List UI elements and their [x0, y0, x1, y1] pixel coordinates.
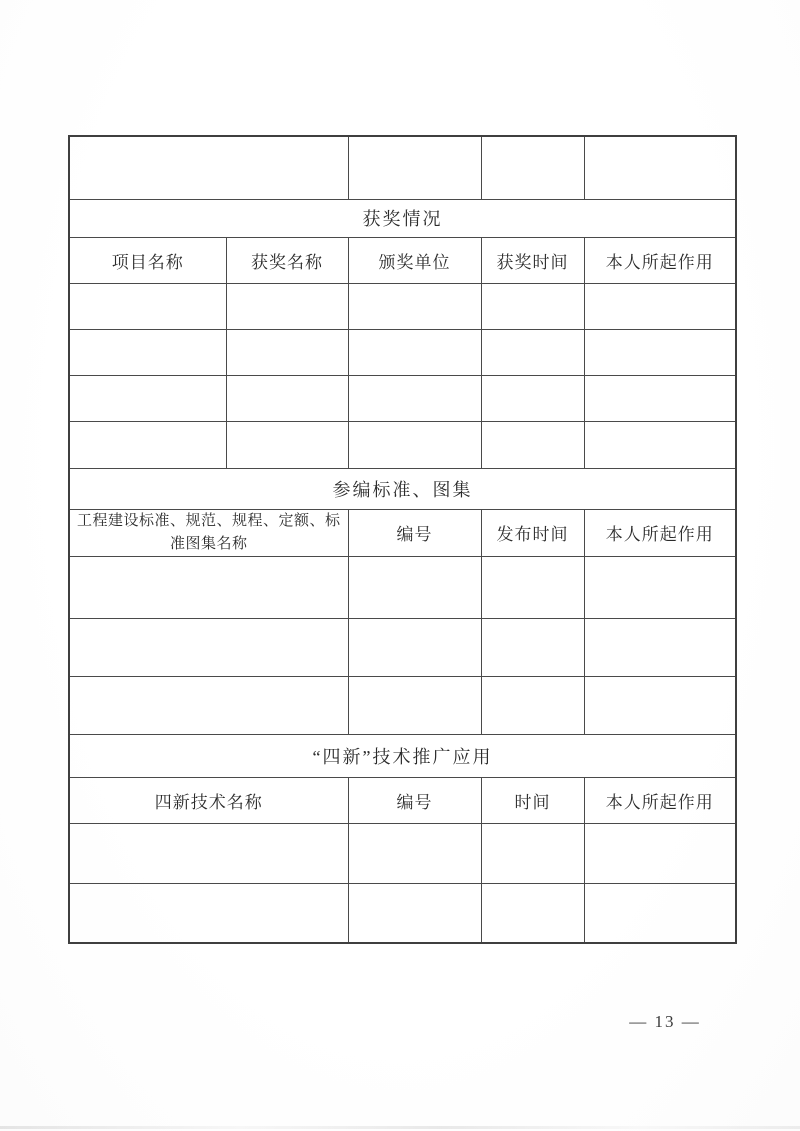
empty-cell — [481, 375, 584, 421]
scan-edge-artifact — [0, 1126, 800, 1129]
empty-cell — [481, 824, 584, 884]
column-header-four-new-number: 编号 — [348, 778, 481, 824]
empty-cell — [69, 329, 226, 375]
empty-cell — [348, 619, 481, 677]
empty-cell — [69, 283, 226, 329]
table-row — [69, 199, 736, 237]
section-title-awards: 获奖情况 — [69, 199, 736, 237]
column-header-publish-time: 发布时间 — [481, 509, 584, 557]
table-row — [69, 619, 736, 677]
table-row — [69, 421, 736, 468]
empty-cell — [584, 136, 736, 199]
table-row — [69, 509, 736, 557]
table-row — [69, 735, 736, 778]
column-header-four-new-time: 时间 — [481, 778, 584, 824]
table-row — [69, 824, 736, 884]
empty-cell — [584, 557, 736, 619]
empty-cell — [69, 557, 348, 619]
empty-cell — [348, 375, 481, 421]
table-row — [69, 375, 736, 421]
empty-cell — [584, 421, 736, 468]
table-row — [69, 468, 736, 509]
empty-cell — [481, 283, 584, 329]
application-form-table — [68, 135, 737, 944]
empty-cell — [481, 619, 584, 677]
empty-cell — [481, 884, 584, 943]
table-row — [69, 283, 736, 329]
column-header-standard-number: 编号 — [348, 509, 481, 557]
empty-cell — [348, 557, 481, 619]
column-header-project-name: 项目名称 — [69, 237, 226, 283]
empty-cell — [584, 884, 736, 943]
section-title-four-new: “四新”技术推广应用 — [69, 735, 736, 778]
column-header-award-time: 获奖时间 — [481, 237, 584, 283]
empty-cell — [226, 283, 348, 329]
empty-cell — [69, 619, 348, 677]
empty-cell — [584, 329, 736, 375]
page-number: — 13 — — [629, 1012, 701, 1031]
empty-cell — [348, 329, 481, 375]
empty-cell — [226, 421, 348, 468]
empty-cell — [584, 824, 736, 884]
empty-cell — [584, 619, 736, 677]
empty-cell — [481, 677, 584, 735]
empty-cell — [348, 884, 481, 943]
empty-cell — [481, 421, 584, 468]
empty-cell — [69, 824, 348, 884]
table-row — [69, 136, 736, 199]
column-header-awarding-unit: 颁奖单位 — [348, 237, 481, 283]
empty-cell — [69, 136, 348, 199]
table-row — [69, 329, 736, 375]
table-row — [69, 237, 736, 283]
column-header-personal-role: 本人所起作用 — [584, 237, 736, 283]
column-header-standard-name: 工程建设标准、规范、规程、定额、标准图集名称 — [69, 509, 348, 557]
table-row — [69, 677, 736, 735]
empty-cell — [348, 421, 481, 468]
empty-cell — [584, 375, 736, 421]
table-row — [69, 778, 736, 824]
empty-cell — [481, 136, 584, 199]
empty-cell — [348, 136, 481, 199]
empty-cell — [481, 557, 584, 619]
table-row — [69, 557, 736, 619]
empty-cell — [481, 329, 584, 375]
table-row — [69, 884, 736, 943]
column-header-personal-role: 本人所起作用 — [584, 509, 736, 557]
empty-cell — [584, 677, 736, 735]
column-header-award-name: 获奖名称 — [226, 237, 348, 283]
empty-cell — [226, 329, 348, 375]
empty-cell — [69, 421, 226, 468]
empty-cell — [584, 283, 736, 329]
empty-cell — [348, 677, 481, 735]
section-title-standards: 参编标准、图集 — [69, 468, 736, 509]
column-header-four-new-name: 四新技术名称 — [69, 778, 348, 824]
column-header-personal-role: 本人所起作用 — [584, 778, 736, 824]
empty-cell — [226, 375, 348, 421]
empty-cell — [69, 677, 348, 735]
empty-cell — [348, 283, 481, 329]
empty-cell — [348, 824, 481, 884]
empty-cell — [69, 375, 226, 421]
empty-cell — [69, 884, 348, 943]
